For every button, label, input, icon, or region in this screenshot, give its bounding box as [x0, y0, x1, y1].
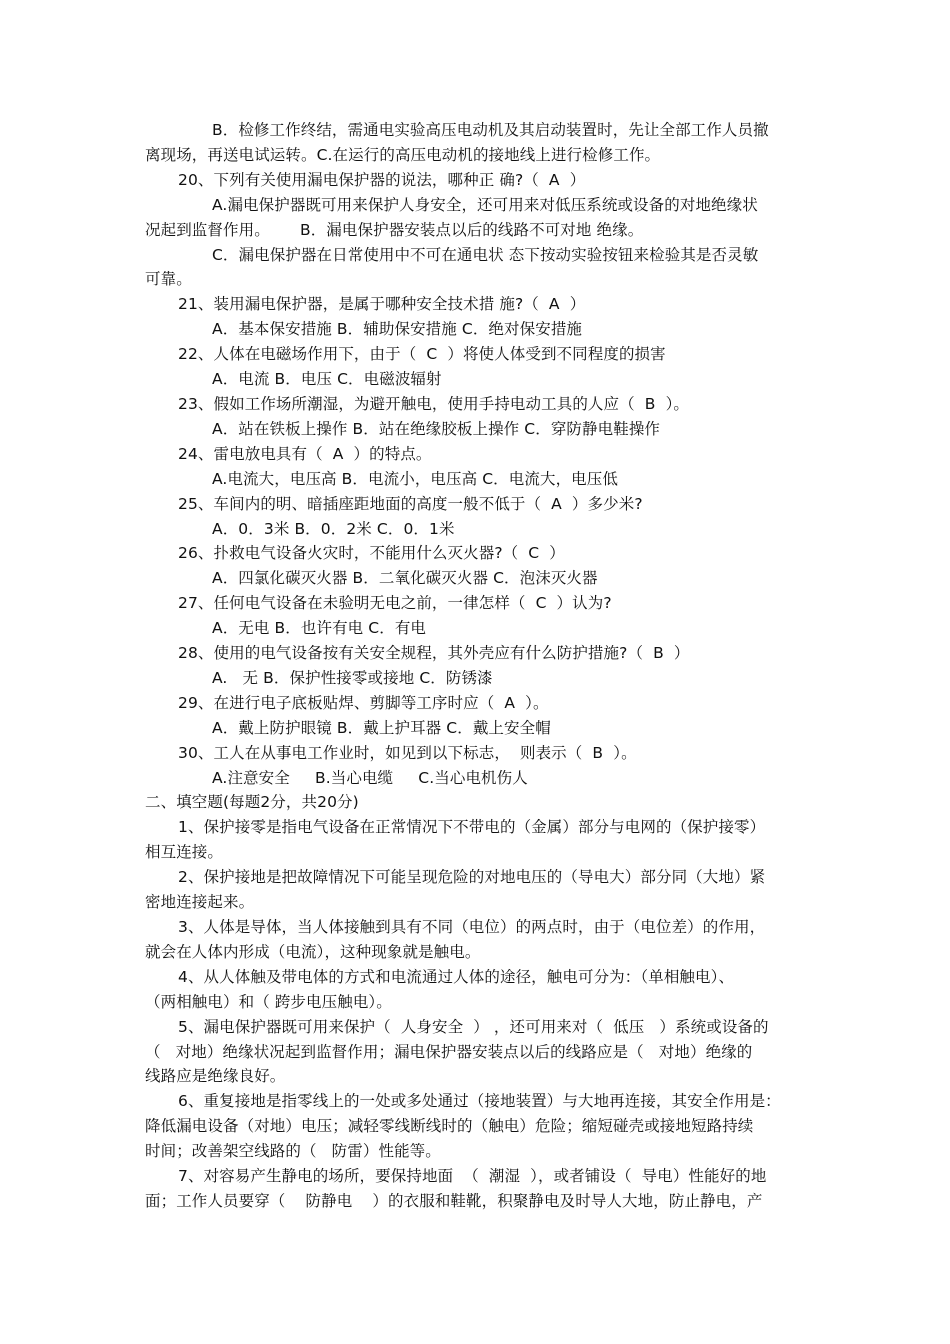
options-23: A．站在铁板上操作 B．站在绝缘胶板上操作 C．穿防静电鞋操作: [212, 419, 661, 438]
options-24: A.电流大，电压高 B．电流小，电压高 C．电流大，电压低: [212, 469, 618, 488]
fill-blank-3-continuation: 就会在人体内形成（电流），这种现象就是触电。: [145, 942, 481, 961]
option-continuation: 可靠。: [145, 270, 192, 289]
options-30: A.注意安全 B.当心电缆 C.当心电机伤人: [212, 768, 528, 787]
fill-blank-7-continuation: 面；工作人员要穿（ 防静电 ）的衣服和鞋靴，积聚静电及时导人大地，防止静电，产: [145, 1191, 763, 1210]
fill-blank-1: 1、保护接零是指电气设备在正常情况下不带电的（金属）部分与电网的（保护接零）: [178, 818, 766, 837]
question-20: 20、下列有关使用漏电保护器的说法，哪种正 确?（ A ）: [178, 170, 586, 189]
fill-blank-6-continuation: 时间；改善架空线路的（ 防雷）性能等。: [145, 1142, 441, 1161]
options-21: A．基本保安措施 B．辅助保安措施 C．绝对保安措施: [212, 320, 583, 339]
fill-blank-5: 5、漏电保护器既可用来保护（ 人身安全 ） ，还可用来对（ 低压 ）系统或设备的: [178, 1017, 769, 1036]
options-28: A. 无 B．保护性接零或接地 C．防锈漆: [212, 668, 493, 687]
question-28: 28、使用的电气设备按有关安全规程，其外壳应有什么防护措施?（ B ）: [178, 644, 690, 663]
question-29: 29、在进行电子底板贴焊、剪脚等工序时应（ A ）。: [178, 693, 549, 712]
question-26: 26、扑救电气设备火灾时，不能用什么灭火器?（ C ）: [178, 544, 565, 563]
fill-blank-2-continuation: 密地连接起来。: [145, 893, 255, 912]
options-26: A．四氯化碳灭火器 B．二氧化碳灭火器 C．泡沫灭火器: [212, 569, 598, 588]
options-29: A．戴上防护眼镜 B．戴上护耳器 C．戴上安全帽: [212, 718, 551, 737]
option-continuation: 离现场，再送电试运转。C.在运行的高压电动机的接地线上进行检修工作。: [145, 145, 661, 164]
fill-blank-5-continuation: 线路应是绝缘良好。: [145, 1067, 286, 1086]
fill-blank-4-continuation: （两相触电）和（ 跨步电压触电）。: [145, 992, 392, 1011]
question-22: 22、人体在电磁场作用下，由于（ C ）将使人体受到不同程度的损害: [178, 345, 666, 364]
question-24: 24、雷电放电具有（ A ）的特点。: [178, 444, 432, 463]
fill-blank-6: 6、重复接地是指零线上的一处或多处通过（接地装置）与大地再连接，其安全作用是：: [178, 1092, 781, 1111]
fill-blank-2: 2、保护接地是把故障情况下可能呈现危险的对地电压的（导电大）部分同（大地）紧: [178, 868, 766, 887]
fill-blank-6-continuation: 降低漏电设备（对地）电压；减轻零线断线时的（触电）危险；缩短碰壳或接地短路持续: [145, 1117, 754, 1136]
option-line: B．检修工作终结，需通电实验高压电动机及其启动装置时，先让全部工作人员撤: [212, 121, 769, 139]
fill-blank-7: 7、对容易产生静电的场所，要保持地面 （ 潮湿 ），或者铺设（ 导电）性能好的地: [178, 1167, 767, 1186]
question-23: 23、假如工作场所潮湿，为避开触电，使用手持电动工具的人应（ B ）。: [178, 394, 690, 413]
fill-blank-5-continuation: （ 对地）绝缘状况起到监督作用；漏电保护器安装点以后的线路应是（ 对地）绝缘的: [145, 1042, 753, 1061]
fill-blank-3: 3、人体是导体，当人体接触到具有不同（电位）的两点时，由于（电位差）的作用，: [178, 918, 766, 936]
document-body: [145, 118, 807, 1214]
section-heading: 二、填空题(每题2分，共20分): [145, 793, 359, 812]
options-27: A．无电 B．也许有电 C．有电: [212, 619, 427, 638]
question-25: 25、车间内的明、暗插座距地面的高度一般不低于（ A ）多少米?: [178, 494, 643, 513]
fill-blank-1-continuation: 相互连接。: [145, 843, 224, 862]
options-22: A．电流 B．电压 C．电磁波辐射: [212, 370, 442, 389]
question-27: 27、任何电气设备在未验明无电之前，一律怎样（ C ）认为?: [178, 594, 612, 613]
fill-blank-4: 4、从人体触及带电体的方式和电流通过人体的途径，触电可分为：（单相触电）、: [178, 967, 735, 986]
option-continuation: 况起到监督作用。 B．漏电保护器安装点以后的线路不可对地 绝缘。: [145, 220, 644, 239]
options-25: A．0．3米 B．0．2米 C．0．1米: [212, 519, 455, 538]
option-line: A.漏电保护器既可用来保护人身安全，还可用来对低压系统或设备的对地绝缘状: [212, 195, 758, 214]
question-21: 21、装用漏电保护器，是属于哪种安全技术措 施?（ A ）: [178, 295, 586, 314]
option-line: C．漏电保护器在日常使用中不可在通电状 态下按动实验按钮来检验其是否灵敏: [212, 245, 759, 264]
question-30: 30、工人在从事电工作业时，如见到以下标志， 则表示（ B ）。: [178, 743, 637, 762]
